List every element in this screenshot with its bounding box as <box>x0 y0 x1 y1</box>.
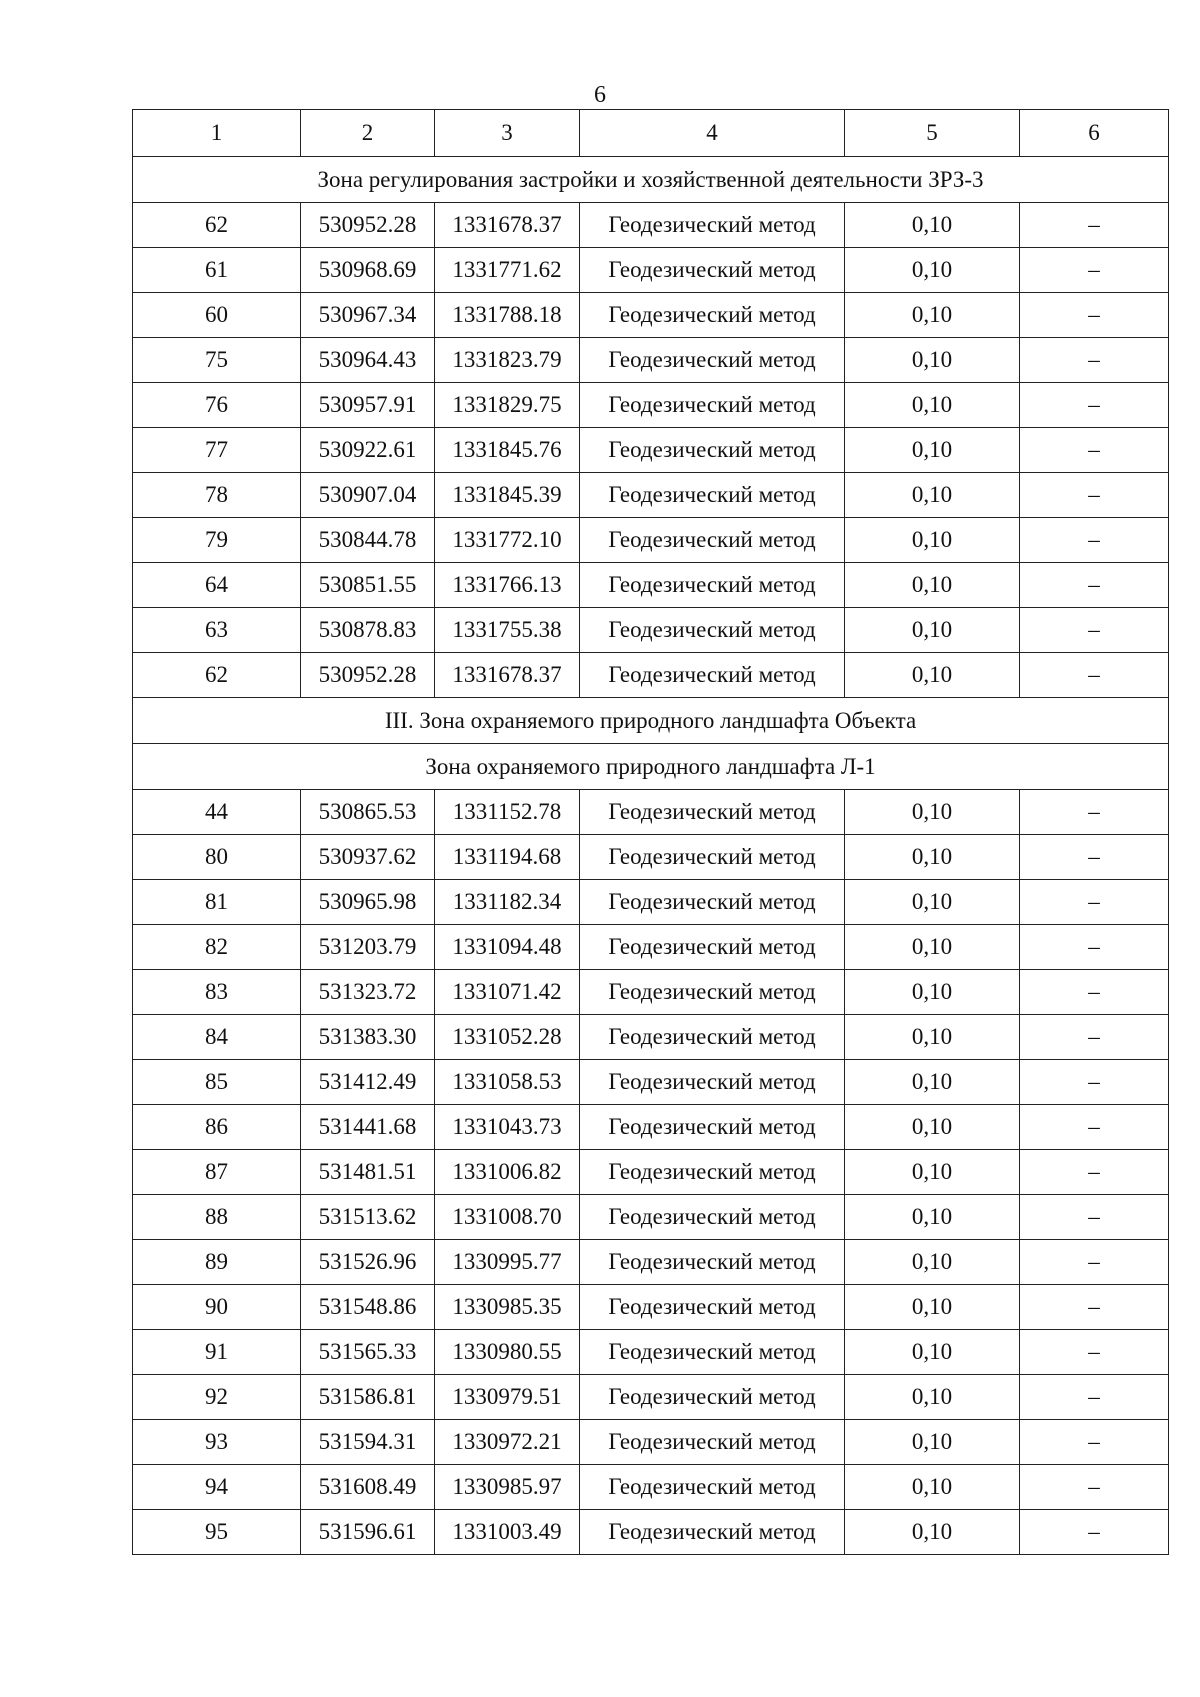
x-coordinate-cell: 530922.61 <box>301 428 435 473</box>
column-header: 1 <box>133 110 301 157</box>
y-coordinate-cell: 1331052.28 <box>435 1015 580 1060</box>
table-row <box>133 1510 1169 1555</box>
note-cell: – <box>1020 428 1169 473</box>
accuracy-cell: 0,10 <box>845 1420 1020 1465</box>
note-cell: – <box>1020 248 1169 293</box>
point-number-cell: 64 <box>133 563 301 608</box>
y-coordinate-cell: 1331008.70 <box>435 1195 580 1240</box>
point-number-cell: 78 <box>133 473 301 518</box>
table-row <box>133 653 1169 698</box>
x-coordinate-cell: 530865.53 <box>301 790 435 835</box>
point-number-cell: 77 <box>133 428 301 473</box>
column-header: 3 <box>435 110 580 157</box>
method-cell: Геодезический метод <box>580 1465 845 1510</box>
note-cell: – <box>1020 1015 1169 1060</box>
y-coordinate-cell: 1331823.79 <box>435 338 580 383</box>
accuracy-cell: 0,10 <box>845 1060 1020 1105</box>
accuracy-cell: 0,10 <box>845 383 1020 428</box>
table-row <box>133 608 1169 653</box>
table-row <box>133 1465 1169 1510</box>
table-row <box>133 293 1169 338</box>
table-row <box>133 1060 1169 1105</box>
accuracy-cell: 0,10 <box>845 1465 1020 1510</box>
y-coordinate-cell: 1331194.68 <box>435 835 580 880</box>
table-row <box>133 970 1169 1015</box>
y-coordinate-cell: 1331845.39 <box>435 473 580 518</box>
accuracy-cell: 0,10 <box>845 338 1020 383</box>
note-cell: – <box>1020 1375 1169 1420</box>
method-cell: Геодезический метод <box>580 248 845 293</box>
accuracy-cell: 0,10 <box>845 428 1020 473</box>
accuracy-cell: 0,10 <box>845 1150 1020 1195</box>
table-row <box>133 1330 1169 1375</box>
method-cell: Геодезический метод <box>580 563 845 608</box>
point-number-cell: 61 <box>133 248 301 293</box>
method-cell: Геодезический метод <box>580 1330 845 1375</box>
x-coordinate-cell: 531441.68 <box>301 1105 435 1150</box>
method-cell: Геодезический метод <box>580 338 845 383</box>
point-number-cell: 44 <box>133 790 301 835</box>
note-cell: – <box>1020 518 1169 563</box>
method-cell: Геодезический метод <box>580 970 845 1015</box>
x-coordinate-cell: 531596.61 <box>301 1510 435 1555</box>
coordinates-table <box>132 109 1169 1555</box>
point-number-cell: 92 <box>133 1375 301 1420</box>
point-number-cell: 75 <box>133 338 301 383</box>
table-row <box>133 925 1169 970</box>
note-cell: – <box>1020 880 1169 925</box>
point-number-cell: 85 <box>133 1060 301 1105</box>
accuracy-cell: 0,10 <box>845 1375 1020 1420</box>
note-cell: – <box>1020 1330 1169 1375</box>
note-cell: – <box>1020 1060 1169 1105</box>
table-row <box>133 428 1169 473</box>
point-number-cell: 81 <box>133 880 301 925</box>
x-coordinate-cell: 531548.86 <box>301 1285 435 1330</box>
x-coordinate-cell: 530967.34 <box>301 293 435 338</box>
accuracy-cell: 0,10 <box>845 790 1020 835</box>
point-number-cell: 95 <box>133 1510 301 1555</box>
point-number-cell: 60 <box>133 293 301 338</box>
point-number-cell: 83 <box>133 970 301 1015</box>
method-cell: Геодезический метод <box>580 1105 845 1150</box>
table-row <box>133 1015 1169 1060</box>
y-coordinate-cell: 1330972.21 <box>435 1420 580 1465</box>
table-row <box>133 835 1169 880</box>
table-row <box>133 790 1169 835</box>
accuracy-cell: 0,10 <box>845 203 1020 248</box>
note-cell: – <box>1020 473 1169 518</box>
section-title-row <box>133 157 1169 203</box>
x-coordinate-cell: 530907.04 <box>301 473 435 518</box>
accuracy-cell: 0,10 <box>845 970 1020 1015</box>
x-coordinate-cell: 530964.43 <box>301 338 435 383</box>
note-cell: – <box>1020 203 1169 248</box>
y-coordinate-cell: 1330985.35 <box>435 1285 580 1330</box>
table-row <box>133 1375 1169 1420</box>
y-coordinate-cell: 1331006.82 <box>435 1150 580 1195</box>
method-cell: Геодезический метод <box>580 1420 845 1465</box>
point-number-cell: 90 <box>133 1285 301 1330</box>
y-coordinate-cell: 1331071.42 <box>435 970 580 1015</box>
method-cell: Геодезический метод <box>580 925 845 970</box>
section-title-row <box>133 744 1169 790</box>
accuracy-cell: 0,10 <box>845 518 1020 563</box>
x-coordinate-cell: 531565.33 <box>301 1330 435 1375</box>
point-number-cell: 88 <box>133 1195 301 1240</box>
accuracy-cell: 0,10 <box>845 1330 1020 1375</box>
method-cell: Геодезический метод <box>580 473 845 518</box>
section-title-row <box>133 698 1169 744</box>
table-row <box>133 1105 1169 1150</box>
table-row <box>133 383 1169 428</box>
column-header: 2 <box>301 110 435 157</box>
x-coordinate-cell: 530965.98 <box>301 880 435 925</box>
page-number: 6 <box>594 82 606 108</box>
method-cell: Геодезический метод <box>580 1510 845 1555</box>
y-coordinate-cell: 1331788.18 <box>435 293 580 338</box>
note-cell: – <box>1020 1150 1169 1195</box>
method-cell: Геодезический метод <box>580 608 845 653</box>
y-coordinate-cell: 1330985.97 <box>435 1465 580 1510</box>
accuracy-cell: 0,10 <box>845 1510 1020 1555</box>
method-cell: Геодезический метод <box>580 1375 845 1420</box>
table-row <box>133 473 1169 518</box>
accuracy-cell: 0,10 <box>845 1285 1020 1330</box>
note-cell: – <box>1020 1105 1169 1150</box>
x-coordinate-cell: 531481.51 <box>301 1150 435 1195</box>
y-coordinate-cell: 1331766.13 <box>435 563 580 608</box>
note-cell: – <box>1020 1195 1169 1240</box>
table-row <box>133 1150 1169 1195</box>
section-title: Зона регулирования застройки и хозяйственной деятельности ЗРЗ-3 <box>133 157 1169 203</box>
method-cell: Геодезический метод <box>580 1150 845 1195</box>
note-cell: – <box>1020 608 1169 653</box>
x-coordinate-cell: 530937.62 <box>301 835 435 880</box>
note-cell: – <box>1020 790 1169 835</box>
column-header: 4 <box>580 110 845 157</box>
y-coordinate-cell: 1331678.37 <box>435 653 580 698</box>
column-header: 5 <box>845 110 1020 157</box>
accuracy-cell: 0,10 <box>845 835 1020 880</box>
point-number-cell: 87 <box>133 1150 301 1195</box>
accuracy-cell: 0,10 <box>845 1105 1020 1150</box>
note-cell: – <box>1020 293 1169 338</box>
accuracy-cell: 0,10 <box>845 653 1020 698</box>
method-cell: Геодезический метод <box>580 790 845 835</box>
table-row <box>133 338 1169 383</box>
table-body <box>133 110 1169 1555</box>
y-coordinate-cell: 1331755.38 <box>435 608 580 653</box>
note-cell: – <box>1020 835 1169 880</box>
y-coordinate-cell: 1331003.49 <box>435 1510 580 1555</box>
point-number-cell: 84 <box>133 1015 301 1060</box>
point-number-cell: 62 <box>133 203 301 248</box>
section-title: III. Зона охраняемого природного ландшафта Объекта <box>133 698 1169 744</box>
y-coordinate-cell: 1331829.75 <box>435 383 580 428</box>
x-coordinate-cell: 531412.49 <box>301 1060 435 1105</box>
column-header: 6 <box>1020 110 1169 157</box>
x-coordinate-cell: 530844.78 <box>301 518 435 563</box>
y-coordinate-cell: 1331845.76 <box>435 428 580 473</box>
point-number-cell: 82 <box>133 925 301 970</box>
point-number-cell: 76 <box>133 383 301 428</box>
note-cell: – <box>1020 1465 1169 1510</box>
table-row <box>133 880 1169 925</box>
method-cell: Геодезический метод <box>580 383 845 428</box>
table-row <box>133 1195 1169 1240</box>
point-number-cell: 86 <box>133 1105 301 1150</box>
x-coordinate-cell: 531586.81 <box>301 1375 435 1420</box>
point-number-cell: 91 <box>133 1330 301 1375</box>
method-cell: Геодезический метод <box>580 293 845 338</box>
x-coordinate-cell: 531383.30 <box>301 1015 435 1060</box>
y-coordinate-cell: 1331152.78 <box>435 790 580 835</box>
x-coordinate-cell: 531513.62 <box>301 1195 435 1240</box>
table-row <box>133 203 1169 248</box>
note-cell: – <box>1020 338 1169 383</box>
table-row <box>133 518 1169 563</box>
accuracy-cell: 0,10 <box>845 608 1020 653</box>
y-coordinate-cell: 1331094.48 <box>435 925 580 970</box>
x-coordinate-cell: 530968.69 <box>301 248 435 293</box>
point-number-cell: 63 <box>133 608 301 653</box>
y-coordinate-cell: 1330979.51 <box>435 1375 580 1420</box>
table-row <box>133 1285 1169 1330</box>
method-cell: Геодезический метод <box>580 518 845 563</box>
accuracy-cell: 0,10 <box>845 473 1020 518</box>
accuracy-cell: 0,10 <box>845 293 1020 338</box>
y-coordinate-cell: 1331771.62 <box>435 248 580 293</box>
note-cell: – <box>1020 1240 1169 1285</box>
note-cell: – <box>1020 653 1169 698</box>
method-cell: Геодезический метод <box>580 1195 845 1240</box>
method-cell: Геодезический метод <box>580 880 845 925</box>
method-cell: Геодезический метод <box>580 203 845 248</box>
note-cell: – <box>1020 1510 1169 1555</box>
table-row <box>133 1240 1169 1285</box>
point-number-cell: 79 <box>133 518 301 563</box>
accuracy-cell: 0,10 <box>845 925 1020 970</box>
x-coordinate-cell: 531323.72 <box>301 970 435 1015</box>
method-cell: Геодезический метод <box>580 428 845 473</box>
note-cell: – <box>1020 1420 1169 1465</box>
point-number-cell: 62 <box>133 653 301 698</box>
note-cell: – <box>1020 383 1169 428</box>
x-coordinate-cell: 530952.28 <box>301 653 435 698</box>
x-coordinate-cell: 531594.31 <box>301 1420 435 1465</box>
y-coordinate-cell: 1331058.53 <box>435 1060 580 1105</box>
x-coordinate-cell: 530851.55 <box>301 563 435 608</box>
table-row <box>133 1420 1169 1465</box>
accuracy-cell: 0,10 <box>845 248 1020 293</box>
x-coordinate-cell: 531203.79 <box>301 925 435 970</box>
accuracy-cell: 0,10 <box>845 880 1020 925</box>
note-cell: – <box>1020 970 1169 1015</box>
method-cell: Геодезический метод <box>580 1285 845 1330</box>
x-coordinate-cell: 530952.28 <box>301 203 435 248</box>
section-title: Зона охраняемого природного ландшафта Л-1 <box>133 744 1169 790</box>
point-number-cell: 89 <box>133 1240 301 1285</box>
x-coordinate-cell: 530957.91 <box>301 383 435 428</box>
y-coordinate-cell: 1331043.73 <box>435 1105 580 1150</box>
table-row <box>133 563 1169 608</box>
y-coordinate-cell: 1331678.37 <box>435 203 580 248</box>
y-coordinate-cell: 1330980.55 <box>435 1330 580 1375</box>
accuracy-cell: 0,10 <box>845 1240 1020 1285</box>
point-number-cell: 93 <box>133 1420 301 1465</box>
x-coordinate-cell: 530878.83 <box>301 608 435 653</box>
method-cell: Геодезический метод <box>580 653 845 698</box>
point-number-cell: 94 <box>133 1465 301 1510</box>
y-coordinate-cell: 1330995.77 <box>435 1240 580 1285</box>
note-cell: – <box>1020 563 1169 608</box>
method-cell: Геодезический метод <box>580 835 845 880</box>
method-cell: Геодезический метод <box>580 1015 845 1060</box>
y-coordinate-cell: 1331772.10 <box>435 518 580 563</box>
y-coordinate-cell: 1331182.34 <box>435 880 580 925</box>
accuracy-cell: 0,10 <box>845 1015 1020 1060</box>
note-cell: – <box>1020 925 1169 970</box>
x-coordinate-cell: 531526.96 <box>301 1240 435 1285</box>
accuracy-cell: 0,10 <box>845 1195 1020 1240</box>
header-row <box>133 110 1169 157</box>
method-cell: Геодезический метод <box>580 1240 845 1285</box>
point-number-cell: 80 <box>133 835 301 880</box>
table-row <box>133 248 1169 293</box>
note-cell: – <box>1020 1285 1169 1330</box>
x-coordinate-cell: 531608.49 <box>301 1465 435 1510</box>
accuracy-cell: 0,10 <box>845 563 1020 608</box>
method-cell: Геодезический метод <box>580 1060 845 1105</box>
